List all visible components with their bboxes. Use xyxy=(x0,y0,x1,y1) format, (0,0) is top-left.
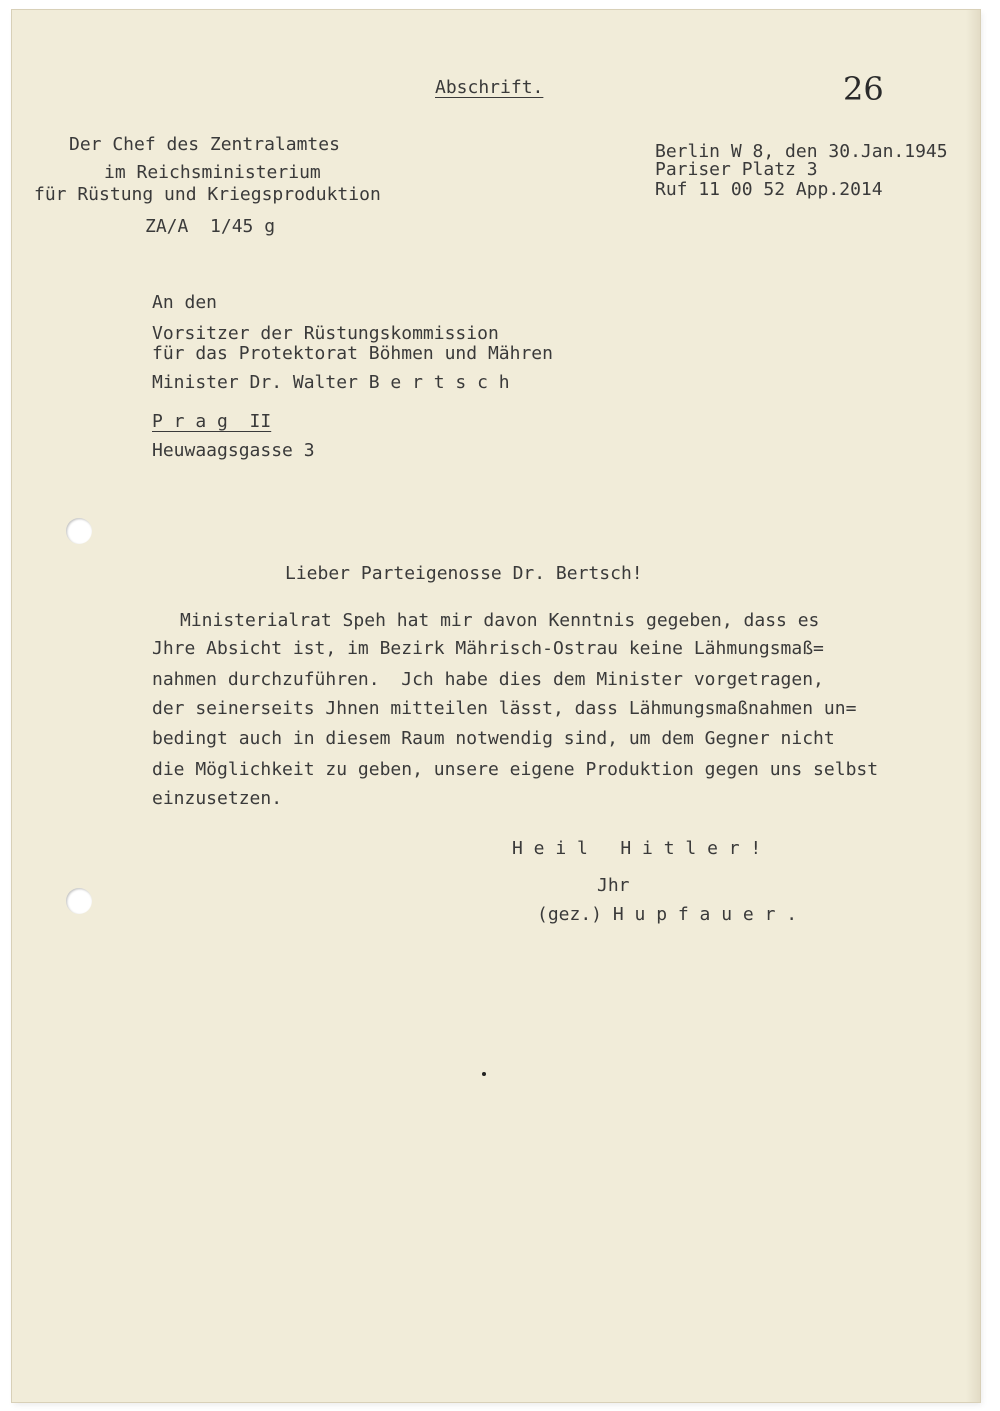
recipient-street: Heuwaagsgasse 3 xyxy=(152,440,315,461)
closing-line: Jhr xyxy=(597,875,630,896)
closing-salute: H e i l H i t l e r ! xyxy=(512,838,762,859)
body-line: der seinerseits Jhnen mitteilen lässt, dass Lähmungsmaßnahmen un= xyxy=(152,698,857,719)
phone-line: Ruf 11 00 52 App.2014 xyxy=(655,179,883,200)
recipient-line: Vorsitzer der Rüstungskommission xyxy=(152,323,499,344)
sender-line: im Reichsministerium xyxy=(104,162,321,183)
body-line: nahmen durchzuführen. Jch habe dies dem Minister vorgetragen, xyxy=(152,669,824,690)
recipient-name: Minister Dr. Walter B e r t s c h xyxy=(152,372,510,393)
address-line: Pariser Platz 3 xyxy=(655,159,818,180)
punch-hole xyxy=(66,518,92,544)
salutation: Lieber Parteigenosse Dr. Bertsch! xyxy=(285,563,643,584)
body-line: bedingt auch in diesem Raum notwendig sind, um dem Gegner nicht xyxy=(152,728,835,749)
body-line: Ministerialrat Speh hat mir davon Kenntnis gegeben, dass es xyxy=(180,610,820,631)
body-line: Jhre Absicht ist, im Bezirk Mährisch-Ostrau keine Lähmungsmaß= xyxy=(152,638,824,659)
recipient-line: An den xyxy=(152,292,218,313)
recipient-city: P r a g II xyxy=(152,411,272,432)
punch-hole xyxy=(66,888,92,914)
ink-speck xyxy=(482,1072,486,1076)
body-line: die Möglichkeit zu geben, unsere eigene Produktion gegen uns selbst xyxy=(152,759,879,780)
signature-line: (gez.) H u p f a u e r . xyxy=(537,904,798,925)
recipient-line: für das Protektorat Böhmen und Mähren xyxy=(152,343,553,364)
reference-number: ZA/A 1/45 g xyxy=(145,216,276,237)
sender-line: Der Chef des Zentralamtes xyxy=(69,134,340,155)
sender-line: für Rüstung und Kriegsproduktion xyxy=(34,184,381,205)
place-date-line: Berlin W 8, den 30.Jan.1945 xyxy=(655,141,948,162)
page-number: 26 xyxy=(843,70,884,108)
document-title: Abschrift. xyxy=(435,77,544,98)
body-line: einzusetzen. xyxy=(152,788,283,809)
